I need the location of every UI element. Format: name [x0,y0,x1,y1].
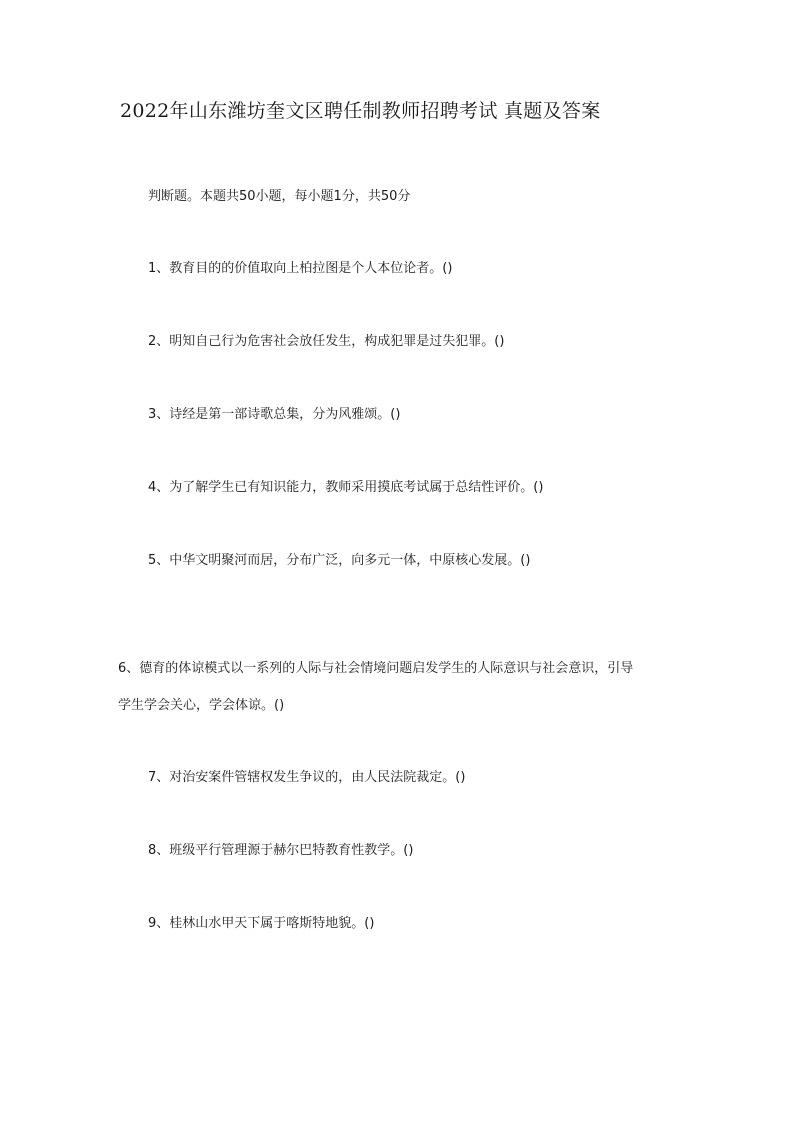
question-1: 1、教育目的的价值取向上柏拉图是个人本位论者。() [148,261,453,276]
question-8: 8、班级平行管理源于赫尔巴特教育性教学。() [148,843,414,858]
question-6-continuation: 学生学会关心，学会体谅。() [118,698,285,713]
question-4: 4、为了解学生已有知识能力，教师采用摸底考试属于总结性评价。() [148,480,544,495]
question-9: 9、桂林山水甲天下属于喀斯特地貌。() [148,916,375,931]
question-6: 6、德育的体谅模式以一系列的人际与社会情境问题启发学生的人际意识与社会意识，引导 [118,661,634,676]
section-heading: 判断题。本题共50小题，每小题1分，共50分 [148,189,411,204]
question-7: 7、对治安案件管辖权发生争议的，由人民法院裁定。() [148,770,466,785]
question-3: 3、诗经是第一部诗歌总集，分为风雅颂。() [148,407,401,422]
document-title: 2022年山东潍坊奎文区聘任制教师招聘考试 真题及答案 [120,100,601,122]
question-2: 2、明知自己行为危害社会放任发生，构成犯罪是过失犯罪。() [148,334,505,349]
question-5: 5、中华文明聚河而居，分布广泛，向多元一体，中原核心发展。() [148,553,531,568]
